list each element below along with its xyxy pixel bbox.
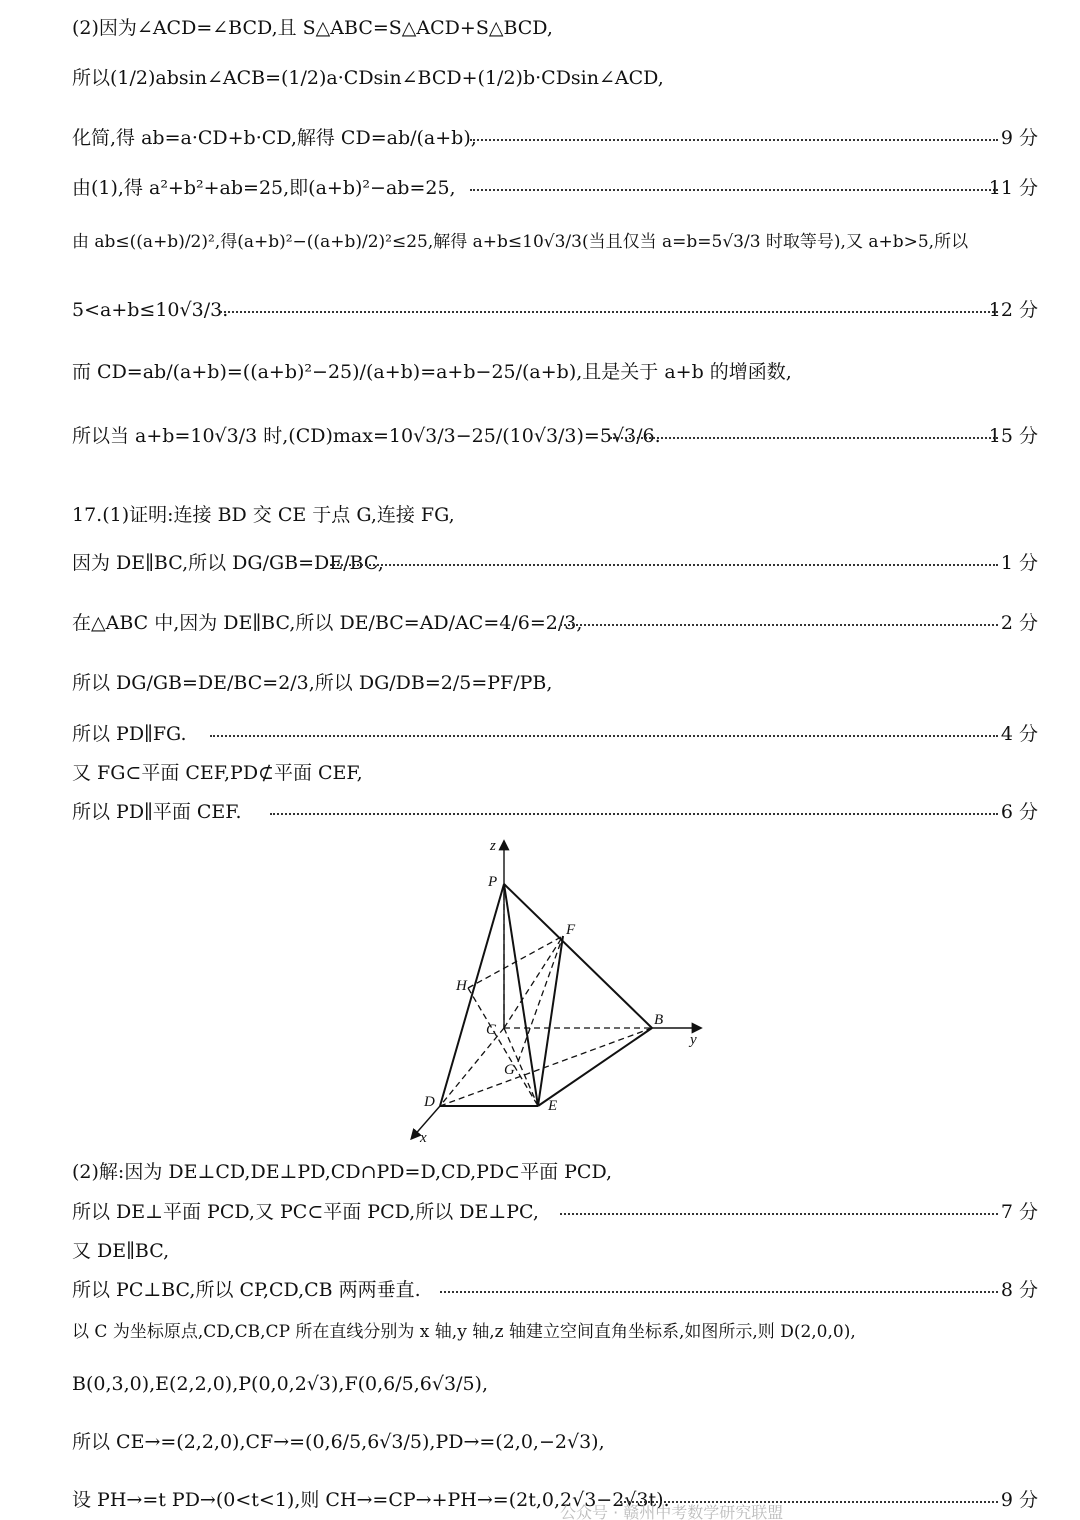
score-label: 15 分 [988, 425, 1038, 447]
label-C: C [486, 1022, 497, 1038]
label-B: B [654, 1012, 664, 1028]
solution-line-22 [0, 1422, 1080, 1462]
line-text: 所以(1/2)absin∠ACB=(1/2)a·CDsin∠BCD+(1/2)b·CDsin∠ACD, [72, 67, 664, 89]
line-text: 所以 PD∥平面 CEF. [72, 801, 242, 823]
solution-line-20 [0, 1312, 1080, 1352]
label-H: H [456, 978, 467, 994]
line-text: 5<a+b≤10√3/3. [72, 299, 229, 321]
line-text: 所以当 a+b=10√3/3 时,(CD)max=10√3/3−25/(10√3/3)=5√3/6. [72, 425, 661, 447]
problem-17-heading [0, 495, 1080, 535]
label-x: x [420, 1130, 427, 1146]
line-text: 设 PH→=t PD→(0<t<1),则 CH→=CP→+PH→=(2t,0,2√3−2√3t). [72, 1489, 670, 1511]
line-text: 又 FG⊂平面 CEF,PD⊄平面 CEF, [72, 762, 363, 784]
line-text: 因为 DE∥BC,所以 DG/GB=DE/BC, [72, 552, 384, 574]
line-text: 所以 DE⊥平面 PCD,又 PC⊂平面 PCD,所以 DE⊥PC, [72, 1201, 539, 1223]
line-text: 由(1),得 a²+b²+ab=25,即(a+b)²−ab=25, [72, 177, 456, 199]
line-text: 化简,得 ab=a·CD+b·CD,解得 CD=ab/(a+b), [72, 127, 477, 149]
solution-line-14 [0, 753, 1080, 793]
line-text: 17.(1)证明:连接 BD 交 CE 于点 G,连接 FG, [72, 504, 455, 526]
line-text: (2)解:因为 DE⊥CD,DE⊥PD,CD∩PD=D,CD,PD⊂平面 PCD, [72, 1161, 613, 1183]
leader-dots [440, 1291, 998, 1293]
line-text: 所以 CE→=(2,2,0),CF→=(0,6/5,6√3/5),PD→=(2,0,−2√3), [72, 1431, 605, 1453]
solution-line-18 [0, 1231, 1080, 1271]
label-z: z [490, 838, 496, 854]
figure-svg [408, 838, 708, 1148]
line-text: (2)因为∠ACD=∠BCD,且 S△ABC=S△ACD+S△BCD, [72, 17, 553, 39]
leader-dots [270, 813, 998, 815]
solution-line-19 [0, 1270, 1080, 1310]
leader-dots [210, 735, 998, 737]
solution-line-4 [0, 168, 1080, 208]
label-F: F [566, 922, 576, 938]
score-label: 2 分 [1000, 612, 1038, 634]
leader-dots [470, 139, 998, 141]
label-D: D [424, 1094, 435, 1110]
label-y: y [690, 1032, 697, 1048]
solution-line-8 [0, 416, 1080, 456]
solution-line-7 [0, 352, 1080, 392]
leader-dots [330, 564, 998, 566]
leader-dots [560, 1213, 998, 1215]
label-P: P [488, 874, 498, 890]
score-label: 7 分 [1000, 1201, 1038, 1223]
solution-line-1 [0, 8, 1080, 48]
leader-dots [470, 189, 998, 191]
line-text: 所以 PC⊥BC,所以 CP,CD,CB 两两垂直. [72, 1279, 421, 1301]
solution-line-3 [0, 118, 1080, 158]
solution-line-2 [0, 58, 1080, 98]
score-label: 4 分 [1000, 723, 1038, 745]
score-label: 11 分 [988, 177, 1038, 199]
score-label: 12 分 [988, 299, 1038, 321]
solution-line-5 [0, 222, 1080, 262]
score-label: 9 分 [1000, 1489, 1038, 1511]
score-label: 9 分 [1000, 127, 1038, 149]
tetrahedron-figure [408, 838, 708, 1148]
score-label: 8 分 [1000, 1279, 1038, 1301]
score-label: 6 分 [1000, 801, 1038, 823]
solution-line-16 [0, 1152, 1080, 1192]
leader-dots [220, 311, 998, 313]
score-label: 1 分 [1000, 552, 1038, 574]
solution-line-21 [0, 1364, 1080, 1404]
leader-dots [610, 437, 998, 439]
line-text: B(0,3,0),E(2,2,0),P(0,0,2√3),F(0,6/5,6√3/5), [72, 1373, 489, 1395]
solution-line-15 [0, 792, 1080, 832]
solution-line-10 [0, 543, 1080, 583]
solution-line-6 [0, 290, 1080, 330]
line-text: 所以 DG/GB=DE/BC=2/3,所以 DG/DB=2/5=PF/PB, [72, 672, 553, 694]
solution-line-12 [0, 663, 1080, 703]
line-text: 由 ab≤((a+b)/2)²,得(a+b)²−((a+b)/2)²≤25,解得 a+b≤10√3/3(当且仅当 a=b=5√3/3 时取等号),又 a+b>5,所以 [72, 232, 969, 252]
line-text: 在△ABC 中,因为 DE∥BC,所以 DE/BC=AD/AC=4/6=2/3, [72, 612, 583, 634]
line-text: 所以 PD∥FG. [72, 723, 187, 745]
label-G: G [504, 1062, 515, 1078]
solution-line-17 [0, 1192, 1080, 1232]
watermark: 公众号 · 赣州中考数学研究联盟 [560, 1503, 784, 1520]
line-text: 而 CD=ab/(a+b)=((a+b)²−25)/(a+b)=a+b−25/(a+b),且是关于 a+b 的增函数, [72, 361, 792, 383]
solid-edges [440, 884, 652, 1106]
leader-dots [560, 624, 998, 626]
solution-line-13 [0, 714, 1080, 754]
label-E: E [548, 1098, 558, 1114]
line-text: 以 C 为坐标原点,CD,CB,CP 所在直线分别为 x 轴,y 轴,z 轴建立空间直角坐标系,如图所示,则 D(2,0,0), [72, 1322, 856, 1342]
solution-line-11 [0, 603, 1080, 643]
line-text: 又 DE∥BC, [72, 1240, 170, 1262]
